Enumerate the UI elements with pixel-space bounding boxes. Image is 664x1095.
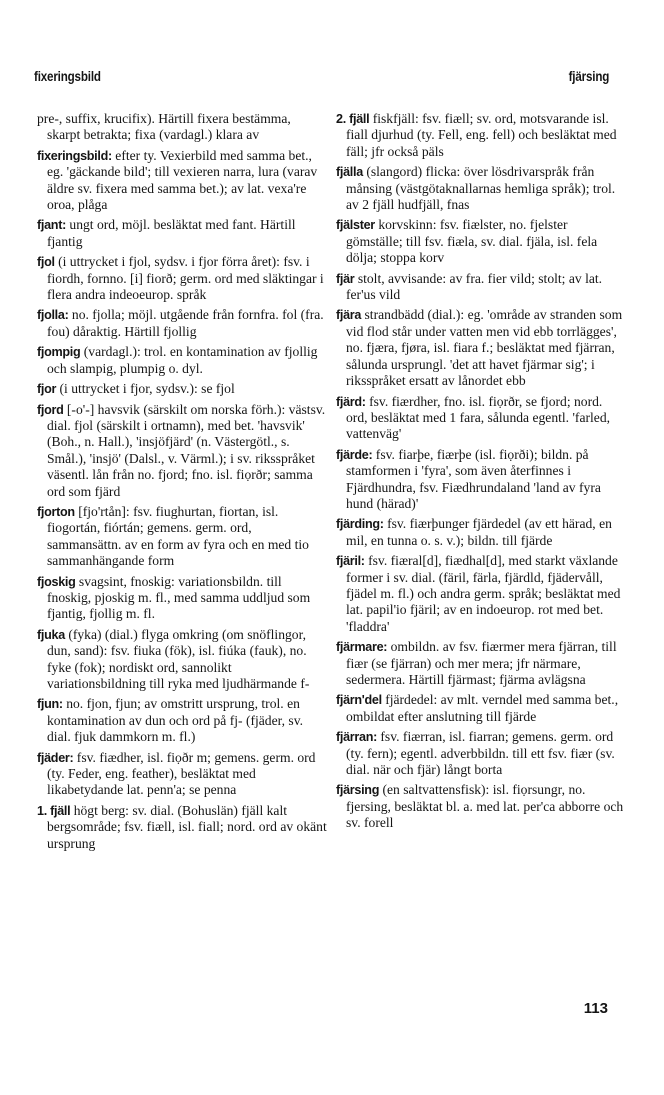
entry-text: [fjo'rtån]: fsv. fiughurtan, fiortan, isl. fiogortán, fiórtán; gemens. germ. ord, sammansättn. av en form av fyra och en med tio sammanhängande form <box>47 503 309 569</box>
dictionary-entry <box>336 782 626 831</box>
headword: fjärsing <box>336 783 380 798</box>
dictionary-entry <box>37 344 327 377</box>
headword: fjolla: <box>37 308 69 323</box>
entry-text: pre-, suffix, krucifix). Härtill fixera bestämma, skarpt betrakta; fixa (vardagl.) klara av <box>37 111 291 143</box>
dictionary-entry <box>336 447 626 513</box>
headword: fjuka <box>37 627 65 642</box>
entry-text: efter ty. Vexierbild med samma bet., eg. 'gäckande bild'; till vexieren narra, lura (varav äldre sv. fixera med samma bet.); av lat. vexa're oroa, plåga <box>47 147 318 213</box>
entry-text: (vardagl.): trol. en kontamination av fjollig och slampig, plumpig o. dyl. <box>47 344 318 376</box>
dictionary-entry <box>336 394 626 443</box>
entry-text: fsv. fiærdher, fno. isl. fiọrðr, se fjord; nord. ord, besläktat med 1 fara, sålunda egentl. 'farled, vattenväg' <box>346 393 611 442</box>
entry-text: svagsint, fnoskig: variationsbildn. till fnoskig, pjoskig m. fl., med samma uddljud som fjantig, fjollig m. fl. <box>47 573 311 622</box>
headword: fjärd: <box>336 394 366 409</box>
headword: fjäril: <box>336 554 365 569</box>
headword: fjant: <box>37 218 66 233</box>
headword: fjälster <box>336 218 375 233</box>
dictionary-entry <box>37 111 327 144</box>
right-guide-word: fjärsing <box>568 69 609 84</box>
entry-text: fsv. fiarþe, fiærþe (isl. fiọrði); bildn. på stamformen i 'fyra', som även återfinnes i Fjärdhundra, fsv. Fiædhrundaland 'land av fyra hund (härad)' <box>346 446 601 511</box>
dictionary-entry <box>37 148 327 214</box>
entry-text: fjärdedel: av mlt. verndel med samma bet., ombildat efter anslutning till fjärde <box>346 692 619 724</box>
dictionary-entry <box>37 803 327 852</box>
entry-text: fsv. fiærþunger fjärdedel (av ett härad, en mil, en tunna o. s. v.); bildn. till fjärde <box>346 516 612 548</box>
headword: fjoskig <box>37 574 76 589</box>
dictionary-entry <box>37 307 327 340</box>
entry-text: högt berg: sv. dial. (Bohuslän) fjäll kalt bergsområde; fsv. fiæll, isl. fiall; nord. ord av okänt ursprung <box>47 802 327 851</box>
headword: fixeringsbild: <box>37 148 112 163</box>
dictionary-entry <box>37 402 327 500</box>
headword: fjärding: <box>336 517 384 532</box>
entry-text: stolt, avvisande: av fra. fier vild; stolt; av lat. fer'us vild <box>346 270 603 303</box>
dictionary-entry <box>336 307 626 389</box>
headword: fjärran: <box>336 730 377 745</box>
entry-text: (slangord) flicka: över lösdrivarspråk från månsing (västgötaknallarnas hemliga språk); trol. av 2 fjäll hudfjäll, fnas <box>346 164 616 213</box>
headword: fjärmare: <box>336 640 388 655</box>
entry-text: [-o'-] havsvik (särskilt om norska förh.): västsv. dial. fjol (särskilt i ortnamn), med bet. 'havsvik' (Boh., n. Hall.), 'insjöfjärd' (n. Västergötl., s. Smål.), 'insjö' (Dalsl., v. Värml.); i sv. riksspråket väsentl. lån från no. fjord; fno. isl. fiọrðr; samma ord som fjärd <box>47 401 326 499</box>
entry-text: ombildn. av fsv. fiærmer mera fjärran, till fiær (se fjärran) och mer mera; jfr närmare, sedermera. Härtill fjärmast; fjärma avlägsna <box>346 639 617 687</box>
entry-text: fsv. fiæral[d], fiædhal[d], med starkt växlande former i sv. dial. (färil, färla, fjärdld, fjädervåll, fjädel m. fl.) och andra germ. språk; besläktat med lat. papil'io fjäril; av en indoeurop. rot med bet. 'fladdra' <box>346 553 621 634</box>
entry-text: (en saltvattensfisk): isl. fiọrsungr, no. fjersing, besläktat bl. a. med lat. per'ca abborre och sv. forell <box>346 782 624 831</box>
headword: 2. fjäll <box>336 112 370 126</box>
entry-text: ungt ord, möjl. besläktat med fant. Härtill fjantig <box>47 217 296 249</box>
entry-text: korvskinn: fsv. fiælster, no. fjelster gömställe; till fsv. fiæla, sv. dial. fjäla, isl. fela dölja; stoppa korv <box>346 217 598 266</box>
entry-text: no. fjolla; möjl. utgående från fornfra. fol (fra. fou) dåraktig. Härtill fjollig <box>47 307 324 339</box>
entry-text: strandbädd (dial.): eg. 'område av stranden som vid flod står under vatten men vid ebb torrlägges', no. fjæra, fjøra, isl. fiara f.; besläktat med fjärran, sålunda ursprungl. 'det att havet fjärmar sig'; i riksspråket ersatt av lånordet ebb <box>346 307 623 389</box>
entry-text: fsv. fiærran, isl. fiarran; gemens. germ. ord (ty. fern); egentl. adverbbildn. till ett fsv. fiær (sv. dial. när och fjär) långt borta <box>346 729 615 778</box>
dictionary-entry <box>336 729 626 778</box>
headword: 1. fjäll <box>37 803 71 818</box>
entry-text: (i uttrycket i fjor, sydsv.): se fjol <box>59 381 235 397</box>
headword: fjälla <box>336 165 363 180</box>
dictionary-entry <box>37 574 327 623</box>
headword: fjärn'del <box>336 693 382 708</box>
headword: fjära <box>336 308 362 323</box>
headword: fjäder: <box>37 750 74 765</box>
dictionary-entry <box>37 254 327 303</box>
dictionary-entry <box>37 381 327 397</box>
dictionary-entry <box>336 516 626 549</box>
dictionary-entry <box>336 164 626 213</box>
entry-text: no. fjon, fjun; av omstritt ursprung, trol. en kontamination av dun och ord på fj- (fjäder, sv. dial. fjuk dammkorn m. fl.) <box>47 696 304 745</box>
dictionary-entry <box>336 553 626 635</box>
dictionary-entry <box>336 692 626 725</box>
headword: fjol <box>37 255 55 270</box>
entry-text: fiskfjäll: fsv. fiæll; sv. ord, motsvarande isl. fiall djurhud (ty. Fell, eng. fell) och besläktat med fäll; jfr också päls <box>346 111 617 159</box>
headword: fjor <box>37 382 57 397</box>
headword: fjär <box>336 271 355 286</box>
dictionary-entry <box>37 217 327 250</box>
dictionary-entry <box>336 111 626 160</box>
headword: fjärde: <box>336 447 373 462</box>
headword: fjun: <box>37 697 63 712</box>
dictionary-entry <box>336 639 626 688</box>
dictionary-entry <box>336 217 626 266</box>
dictionary-entry <box>37 504 327 570</box>
headword: fjorton <box>37 504 75 519</box>
right-column <box>336 111 626 836</box>
page-number: 113 <box>583 1000 608 1017</box>
headword: fjord <box>37 402 64 417</box>
entry-text: fsv. fiædher, isl. fiọðr m; gemens. germ. ord (ty. Feder, eng. feather), besläktat med likabetydande lat. penn'a; se penna <box>47 749 316 798</box>
left-column <box>37 111 327 856</box>
dictionary-entry <box>37 696 327 745</box>
headword: fjompig <box>37 345 81 360</box>
entry-text: (fyka) (dial.) flyga omkring (om snöflingor, dun, sand): fsv. fiuka (fök), isl. fiúka (fauk), no. fyke (fok); nordiskt ord, sannolikt variationsbildning till ryka med ljudhärmande f- <box>47 626 310 691</box>
dictionary-entry <box>37 627 327 693</box>
left-guide-word: fixeringsbild <box>34 69 101 84</box>
dictionary-entry <box>37 750 327 799</box>
entry-text: (i uttrycket i fjol, sydsv. i fjor förra året): fsv. i fiordh, fornno. [i] fiorð; germ. ord med släktingar i flera andra indeoeurop. språk <box>47 254 324 303</box>
dictionary-entry <box>336 271 626 304</box>
